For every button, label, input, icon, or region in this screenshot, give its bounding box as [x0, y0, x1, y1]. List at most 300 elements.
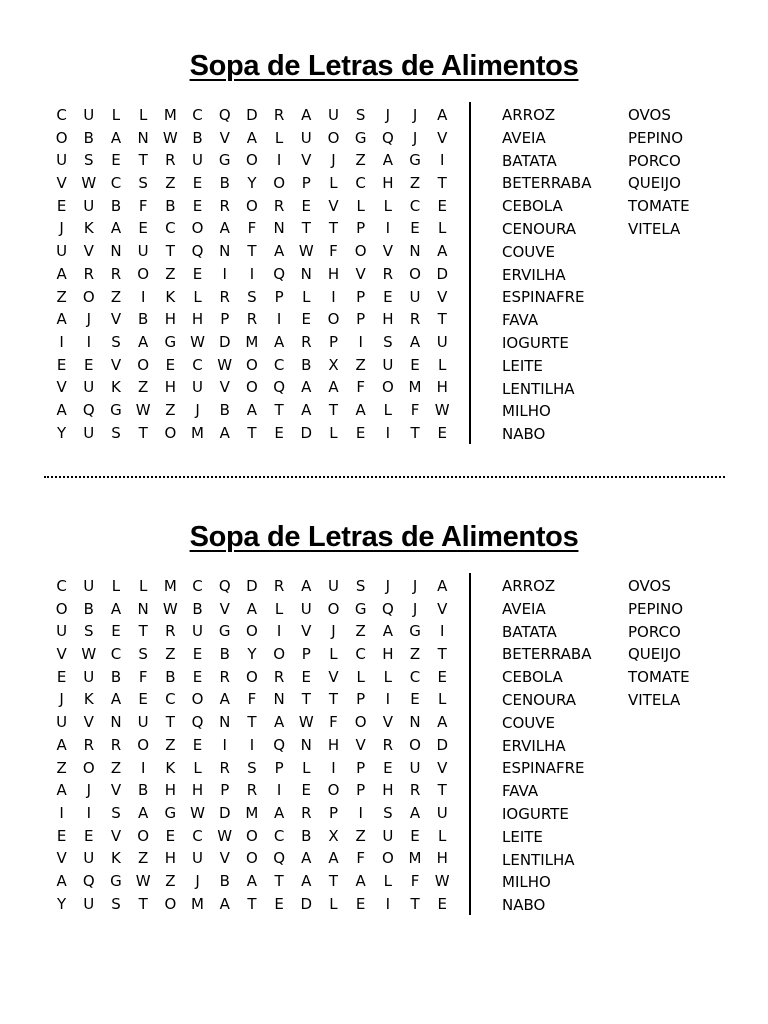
grid-letter: B — [219, 871, 230, 890]
grid-letter: R — [219, 196, 230, 215]
word-list-item: LEITE — [502, 827, 543, 846]
grid-letter: O — [246, 826, 258, 845]
grid-letter: P — [356, 287, 366, 306]
grid-letter: V — [328, 667, 339, 686]
grid-letter: V — [56, 645, 67, 664]
grid-letter: W — [217, 355, 233, 374]
grid-letter: F — [410, 871, 420, 890]
grid-letter: T — [138, 894, 148, 913]
word-list-item: OVOS — [628, 106, 671, 124]
grid-letter: E — [301, 196, 312, 215]
grid-letter: K — [165, 758, 176, 777]
grid-letter: C — [110, 645, 122, 664]
grid-letter: A — [409, 803, 421, 822]
word-list-item: COUVE — [502, 713, 555, 732]
grid-letter: U — [192, 622, 204, 641]
grid-letter: E — [437, 667, 447, 686]
word-list-item: TOMATE — [628, 668, 690, 687]
grid-letter: L — [383, 196, 393, 215]
grid-letter: R — [301, 803, 312, 822]
grid-letter: L — [383, 871, 393, 890]
grid-letter: S — [247, 758, 257, 777]
grid-letter: O — [55, 128, 68, 147]
grid-letter: U — [300, 128, 312, 147]
word-list-item: ESPINAFRE — [502, 759, 585, 778]
grid-letter: P — [301, 645, 311, 664]
grid-letter: C — [192, 577, 203, 595]
grid-letter: N — [273, 690, 285, 709]
grid-letter: I — [385, 690, 391, 709]
grid-letter: E — [56, 355, 67, 374]
word-list-item: ERVILHA — [502, 736, 566, 755]
grid-letter: J — [59, 690, 64, 709]
word-list-item: CENOURA — [502, 219, 577, 238]
grid-letter: T — [274, 871, 284, 890]
grid-letter: V — [110, 826, 122, 845]
grid-letter: I — [440, 151, 445, 170]
grid-letter: Z — [56, 758, 67, 777]
grid-letter: Z — [409, 645, 421, 664]
grid-letter: U — [382, 826, 394, 845]
grid-letter: O — [246, 622, 258, 641]
grid-letter: O — [327, 128, 340, 147]
grid-letter: L — [193, 758, 202, 777]
word-list-item: AVEIA — [502, 128, 546, 147]
grid-letter: U — [409, 287, 421, 306]
grid-letter: L — [383, 667, 393, 686]
grid-letter: J — [385, 106, 391, 124]
grid-letter: U — [300, 599, 312, 618]
grid-letter: J — [86, 781, 91, 800]
grid-letter: A — [56, 264, 67, 283]
grid-letter: U — [56, 151, 68, 170]
grid-letter: A — [437, 577, 448, 595]
grid-letter: B — [301, 355, 312, 374]
grid-letter: R — [219, 287, 230, 306]
grid-letter: H — [436, 378, 448, 397]
grid-letter: E — [111, 622, 121, 641]
grid-letter: A — [355, 400, 366, 419]
grid-letter: W — [217, 826, 233, 845]
grid-letter: E — [192, 174, 203, 193]
grid-letter: D — [300, 894, 313, 913]
grid-letter: O — [354, 242, 367, 261]
grid-letter: L — [438, 219, 447, 238]
grid-letter: I — [385, 423, 391, 442]
grid-letter: Z — [138, 849, 149, 868]
grid-letter: T — [410, 894, 420, 913]
grid-letter: E — [192, 667, 203, 686]
grid-letter: A — [301, 871, 312, 890]
word-list-item: CEBOLA — [502, 668, 563, 687]
grid-letter: U — [192, 151, 204, 170]
grid-letter: Q — [381, 599, 394, 618]
grid-letter: E — [383, 758, 393, 777]
grid-letter: T — [165, 242, 175, 261]
grid-letter: E — [192, 264, 203, 283]
grid-letter: E — [355, 423, 366, 442]
grid-letter: Q — [82, 400, 95, 419]
grid-letter: G — [164, 803, 177, 822]
grid-letter: B — [138, 781, 149, 800]
grid-letter: F — [410, 400, 420, 419]
grid-letter: I — [140, 287, 146, 306]
grid-letter: H — [436, 849, 448, 868]
puzzle-title: Sopa de Letras de Alimentos — [189, 50, 579, 82]
grid-letter: H — [382, 174, 394, 193]
grid-letter: E — [165, 826, 176, 845]
grid-letter: K — [83, 690, 94, 709]
grid-letter: R — [273, 106, 285, 124]
grid-letter: U — [83, 378, 95, 397]
grid-letter: B — [165, 196, 176, 215]
grid-letter: J — [59, 219, 64, 238]
word-list-column-2 — [628, 575, 690, 712]
grid-letter: A — [219, 219, 230, 238]
grid-letter: E — [138, 219, 148, 238]
grid-letter: T — [410, 423, 420, 442]
grid-letter: J — [412, 599, 418, 618]
grid-letter: W — [81, 174, 97, 193]
grid-letter: T — [437, 645, 447, 664]
word-list-item: FAVA — [502, 311, 539, 330]
word-list-item: COUVE — [502, 242, 555, 261]
word-list-item: ERVILHA — [502, 265, 566, 284]
grid-letter: I — [249, 264, 255, 283]
word-list-item: VITELA — [628, 219, 681, 238]
grid-letter: B — [219, 174, 230, 193]
puzzle-title: Sopa de Letras de Alimentos — [189, 521, 579, 553]
word-list-item: TOMATE — [628, 197, 690, 216]
grid-letter: G — [354, 599, 367, 618]
grid-letter: T — [138, 151, 148, 170]
grid-letter: I — [440, 622, 445, 641]
grid-letter: U — [192, 378, 204, 397]
grid-letter: O — [246, 378, 258, 397]
grid-letter: A — [110, 128, 122, 147]
grid-letter: A — [301, 849, 312, 868]
grid-letter: Z — [355, 622, 366, 641]
grid-letter: V — [382, 713, 393, 732]
grid-letter: R — [219, 758, 230, 777]
grid-letter: O — [327, 781, 340, 800]
grid-letter: H — [382, 310, 394, 329]
word-list-item: AVEIA — [502, 599, 546, 618]
grid-letter: C — [273, 355, 285, 374]
word-list-column-1 — [502, 575, 591, 917]
grid-letter: R — [246, 781, 258, 800]
grid-letter: R — [83, 735, 94, 754]
grid-letter: R — [382, 735, 394, 754]
grid-letter: L — [356, 667, 365, 686]
grid-letter: U — [409, 758, 421, 777]
word-list-item: BATATA — [502, 622, 557, 641]
grid-letter: Z — [56, 287, 67, 306]
word-list-item: PORCO — [628, 151, 681, 170]
grid-letter: T — [165, 713, 175, 732]
grid-letter: L — [302, 287, 311, 306]
grid-letter: N — [137, 599, 149, 618]
grid-letter: P — [220, 310, 230, 329]
grid-letter: A — [382, 622, 393, 641]
grid-letter: I — [222, 264, 227, 283]
grid-letter: T — [247, 713, 257, 732]
grid-letter: O — [246, 849, 258, 868]
grid-letter: O — [381, 378, 394, 397]
grid-letter: U — [56, 713, 68, 732]
grid-letter: N — [300, 264, 312, 283]
grid-letter: K — [165, 287, 176, 306]
grid-letter: U — [56, 622, 68, 641]
grid-letter: H — [191, 781, 204, 800]
word-list-item: QUEIJO — [628, 645, 681, 664]
grid-letter: A — [301, 106, 312, 124]
grid-letter: U — [56, 242, 68, 261]
grid-letter: R — [273, 577, 285, 595]
grid-letter: N — [409, 242, 421, 261]
grid-letter: B — [219, 400, 230, 419]
grid-letter: G — [110, 871, 122, 890]
grid-letter: C — [355, 174, 366, 193]
grid-letter: R — [110, 735, 122, 754]
grid-letter: C — [273, 826, 285, 845]
grid-letter: A — [138, 332, 149, 351]
grid-letter: L — [274, 599, 284, 618]
word-list-item: BETERRABA — [502, 645, 592, 664]
word-list-item: PEPINO — [628, 128, 684, 147]
grid-letter: C — [165, 690, 176, 709]
column-separator-line — [469, 102, 471, 444]
grid-letter: E — [437, 894, 447, 913]
grid-letter: H — [164, 310, 176, 329]
grid-letter: G — [218, 622, 231, 641]
grid-letter: A — [437, 106, 448, 124]
grid-letter: L — [438, 690, 447, 709]
column-separator-line — [469, 573, 471, 915]
grid-letter: C — [165, 219, 176, 238]
grid-letter: L — [383, 400, 393, 419]
grid-letter: T — [301, 690, 311, 709]
grid-letter: P — [328, 803, 338, 822]
letter-grid — [48, 104, 456, 444]
grid-letter: U — [436, 803, 448, 822]
grid-letter: B — [192, 599, 203, 618]
word-list-item: NABO — [502, 896, 546, 915]
grid-letter: N — [137, 128, 149, 147]
grid-letter: D — [218, 332, 231, 351]
grid-letter: E — [274, 894, 284, 913]
grid-letter: O — [191, 690, 204, 709]
grid-letter: H — [164, 378, 176, 397]
grid-letter: W — [81, 645, 97, 664]
grid-letter: Z — [165, 264, 176, 283]
grid-letter: P — [328, 332, 338, 351]
grid-letter: V — [83, 242, 94, 261]
grid-letter: L — [302, 758, 311, 777]
word-list-item: LEITE — [502, 356, 543, 375]
grid-letter: I — [140, 758, 146, 777]
grid-letter: E — [410, 219, 420, 238]
grid-letter: V — [437, 599, 448, 618]
grid-letter: C — [56, 106, 67, 124]
grid-letter: A — [409, 332, 421, 351]
grid-letter: P — [356, 219, 366, 238]
grid-letter: V — [219, 599, 230, 618]
grid-letter: A — [246, 871, 258, 890]
grid-letter: I — [222, 735, 227, 754]
grid-letter: D — [246, 106, 258, 124]
grid-letter: M — [408, 849, 422, 868]
grid-letter: C — [409, 196, 421, 215]
grid-letter: W — [135, 400, 151, 419]
grid-letter: E — [56, 196, 67, 215]
grid-letter: N — [110, 242, 122, 261]
word-list-item: LENTILHA — [502, 850, 575, 869]
grid-letter: U — [83, 667, 95, 686]
grid-letter: H — [327, 735, 340, 754]
grid-letter: J — [331, 151, 336, 170]
grid-letter: O — [137, 355, 150, 374]
grid-letter: D — [436, 264, 448, 283]
grid-letter: L — [138, 106, 148, 124]
grid-letter: A — [301, 400, 312, 419]
grid-letter: L — [274, 128, 284, 147]
grid-letter: N — [273, 219, 285, 238]
grid-letter: M — [163, 577, 177, 595]
grid-letter: O — [327, 310, 340, 329]
grid-letter: V — [437, 287, 448, 306]
grid-letter: J — [412, 577, 418, 595]
grid-letter: V — [355, 735, 366, 754]
grid-letter: V — [301, 151, 312, 170]
grid-letter: Z — [355, 151, 366, 170]
grid-letter: I — [385, 219, 391, 238]
grid-letter: M — [408, 378, 422, 397]
grid-letter: I — [86, 332, 91, 351]
grid-letter: J — [195, 400, 200, 419]
word-list-column-2 — [628, 104, 690, 241]
grid-letter: S — [111, 332, 121, 351]
grid-letter: A — [273, 713, 285, 732]
grid-letter: S — [111, 894, 121, 913]
grid-letter: W — [135, 871, 151, 890]
grid-letter: D — [300, 423, 313, 442]
grid-letter: E — [274, 423, 284, 442]
word-list-item: MILHO — [502, 873, 551, 892]
word-list-item: CEBOLA — [502, 197, 563, 216]
grid-letter: A — [110, 599, 122, 618]
grid-letter: E — [84, 355, 94, 374]
grid-letter: W — [162, 599, 178, 618]
grid-letter: R — [301, 332, 312, 351]
grid-letter: S — [111, 803, 121, 822]
grid-letter: O — [137, 735, 150, 754]
grid-letter: I — [86, 803, 91, 822]
grid-letter: Z — [165, 735, 176, 754]
word-list-column-1 — [502, 104, 591, 446]
grid-letter: Z — [138, 378, 149, 397]
grid-letter: G — [354, 128, 367, 147]
grid-letter: O — [55, 599, 68, 618]
grid-letter: O — [273, 645, 285, 664]
grid-letter: U — [83, 106, 95, 124]
grid-letter: I — [276, 310, 282, 329]
grid-letter: U — [83, 894, 95, 913]
grid-letter: O — [137, 264, 150, 283]
grid-letter: O — [246, 151, 258, 170]
grid-letter: S — [138, 645, 148, 664]
word-list-item: NABO — [502, 425, 546, 444]
grid-letter: U — [137, 713, 149, 732]
grid-letter: I — [276, 622, 282, 641]
grid-letter: A — [110, 219, 122, 238]
grid-letter: I — [276, 781, 282, 800]
grid-letter: V — [110, 781, 122, 800]
grid-letter: V — [437, 128, 448, 147]
grid-letter: V — [219, 378, 230, 397]
grid-letter: A — [273, 242, 285, 261]
grid-letter: G — [218, 151, 231, 170]
grid-letter: J — [331, 622, 336, 641]
grid-letter: U — [327, 577, 339, 595]
word-list-item: IOGURTE — [502, 333, 569, 352]
grid-letter: J — [385, 577, 391, 595]
grid-letter: L — [329, 894, 338, 913]
grid-letter: F — [138, 667, 148, 686]
word-list-item: VITELA — [628, 690, 681, 709]
grid-letter: F — [356, 849, 365, 868]
grid-letter: X — [328, 355, 339, 374]
grid-letter: A — [138, 803, 149, 822]
grid-letter: Q — [273, 735, 285, 754]
grid-letter: L — [438, 355, 447, 374]
grid-letter: B — [110, 667, 122, 686]
grid-letter: Q — [273, 264, 285, 283]
grid-letter: C — [409, 667, 421, 686]
grid-letter: I — [276, 151, 282, 170]
grid-letter: E — [56, 667, 67, 686]
grid-letter: E — [437, 423, 447, 442]
grid-letter: E — [192, 645, 203, 664]
grid-letter: T — [138, 622, 148, 641]
grid-letter: H — [191, 310, 204, 329]
grid-letter: V — [301, 622, 312, 641]
grid-letter: V — [219, 128, 230, 147]
grid-letter: A — [246, 128, 258, 147]
grid-letter: L — [329, 645, 338, 664]
grid-letter: E — [383, 287, 393, 306]
grid-letter: O — [381, 849, 394, 868]
grid-letter: A — [219, 894, 230, 913]
grid-letter: W — [190, 803, 205, 822]
grid-letter: E — [138, 690, 148, 709]
grid-letter: T — [247, 242, 257, 261]
grid-letter: Z — [110, 287, 122, 306]
grid-letter: D — [436, 735, 448, 754]
grid-letter: E — [301, 667, 312, 686]
grid-letter: A — [56, 400, 67, 419]
grid-letter: Z — [110, 758, 122, 777]
grid-letter: Z — [165, 645, 176, 664]
grid-letter: T — [328, 690, 339, 709]
grid-letter: S — [355, 577, 366, 595]
grid-letter: Z — [165, 174, 176, 193]
grid-letter: O — [354, 713, 367, 732]
grid-letter: B — [83, 599, 94, 618]
word-list-item: LENTILHA — [502, 379, 575, 398]
grid-letter: M — [245, 332, 259, 351]
grid-letter: J — [412, 106, 418, 124]
